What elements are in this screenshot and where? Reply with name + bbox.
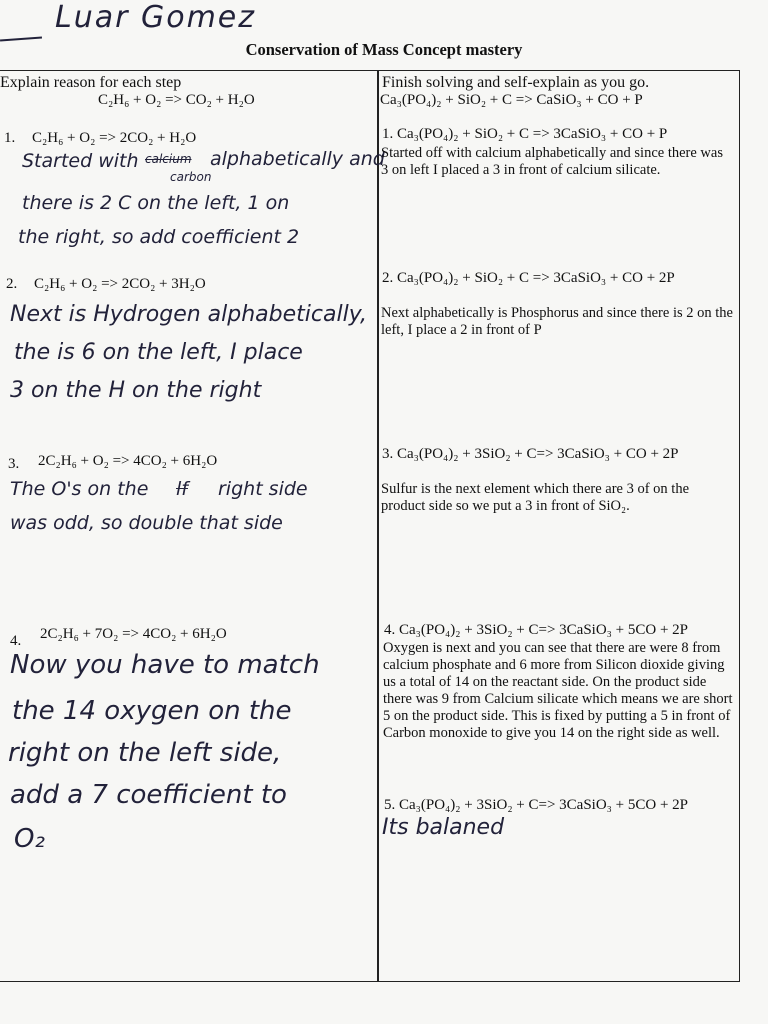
left-step-4-line-2: the 14 oxygen on the — [12, 696, 292, 726]
left-step-2-line-3: 3 on the H on the right — [10, 378, 262, 403]
left-step-1-line-3: the right, so add coefficient 2 — [18, 226, 300, 248]
left-step-1-equation: C₂H₆ + O₂ => 2CO₂ + H₂O — [32, 130, 197, 146]
right-step-1-equation: 1. Ca₃(PO₄)₂ + SiO₂ + C => 3CaSiO₃ + CO + P — [382, 126, 668, 142]
left-step-4-line-5: O₂ — [14, 824, 45, 854]
student-name: Luar Gomez — [55, 0, 257, 35]
left-step-1-line-1b: alphabetically and — [210, 148, 385, 170]
left-problem-equation: C₂H₆ + O₂ => CO₂ + H₂O — [98, 92, 255, 108]
right-step-2-equation: 2. Ca₃(PO₄)₂ + SiO₂ + C => 3CaSiO₃ + CO + 2P — [382, 270, 675, 286]
left-step-3-line-1a: The O's on the — [10, 478, 149, 500]
right-step-4-explanation: Oxygen is next and you can see that there are were 8 from calcium phosphate and 6 more from Silicon dioxide giving us a total of 14 on the reactant side. On the product side there was 9 from Calcium silicate which means we are short 5 on the product side. This is fixed by putting a 5 in front of Carbon monoxide to give you 14 on the right side as well. — [383, 640, 733, 741]
left-step-2-number: 2. — [6, 276, 18, 292]
left-step-4-line-1: Now you have to match — [10, 650, 320, 680]
right-step-2-explanation: Next alphabetically is Phosphorus and since there is 2 on the left, I place a 2 in front of P — [381, 305, 733, 338]
right-step-1-explanation: Started off with calcium alphabetically and since there was 3 on left I placed a 3 in front of calcium silicate. — [381, 145, 723, 178]
left-step-3-crossed-word: lf — [176, 478, 188, 500]
left-step-1-crossed-word: calcium — [145, 152, 192, 166]
column-divider — [377, 70, 379, 982]
right-step-4-equation: 4. Ca₃(PO₄)₂ + 3SiO₂ + C=> 3CaSiO₃ + 5CO + 2P — [384, 622, 689, 638]
left-step-3-line-1b: right side — [218, 478, 308, 500]
left-step-4-equation: 2C₂H₆ + 7O₂ => 4CO₂ + 6H₂O — [40, 626, 227, 642]
left-step-3-number: 3. — [8, 456, 20, 472]
page-title: Conservation of Mass Concept mastery — [245, 40, 523, 59]
right-step-3-explanation: Sulfur is the next element which there are 3 of on the product side so we put a 3 in front of SiO₂. — [381, 481, 690, 514]
left-step-2-equation: C₂H₆ + O₂ => 2CO₂ + 3H₂O — [34, 276, 206, 292]
left-step-2-line-1: Next is Hydrogen alphabetically, — [10, 302, 367, 327]
right-problem-equation: Ca₃(PO₄)₂ + SiO₂ + C => CaSiO₃ + CO + P — [380, 92, 643, 108]
left-step-3-line-2: was odd, so double that side — [10, 512, 283, 534]
left-step-1-line-2: there is 2 C on the left, 1 on — [22, 192, 290, 214]
left-step-4-number: 4. — [10, 633, 22, 649]
left-step-1-number: 1. — [4, 130, 16, 146]
left-step-4-line-3: right on the left side, — [8, 738, 282, 768]
left-step-1-line-1a: Started with — [22, 150, 139, 172]
right-column-heading: Finish solving and self-explain as you go. — [382, 74, 650, 91]
right-step-3-equation: 3. Ca₃(PO₄)₂ + 3SiO₂ + C=> 3CaSiO₃ + CO + 2P — [382, 446, 679, 462]
right-step-5-equation: 5. Ca₃(PO₄)₂ + 3SiO₂ + C=> 3CaSiO₃ + 5CO + 2P — [384, 797, 689, 813]
left-step-4-line-4: add a 7 coefficient to — [10, 780, 287, 810]
right-step-5-explanation: Its balaned — [382, 815, 505, 840]
left-step-3-equation: 2C₂H₆ + O₂ => 4CO₂ + 6H₂O — [38, 453, 218, 469]
left-step-1-inserted-word: carbon — [170, 170, 212, 184]
left-step-2-line-2: the is 6 on the left, I place — [14, 340, 303, 365]
left-column-heading: Explain reason for each step — [0, 74, 182, 91]
